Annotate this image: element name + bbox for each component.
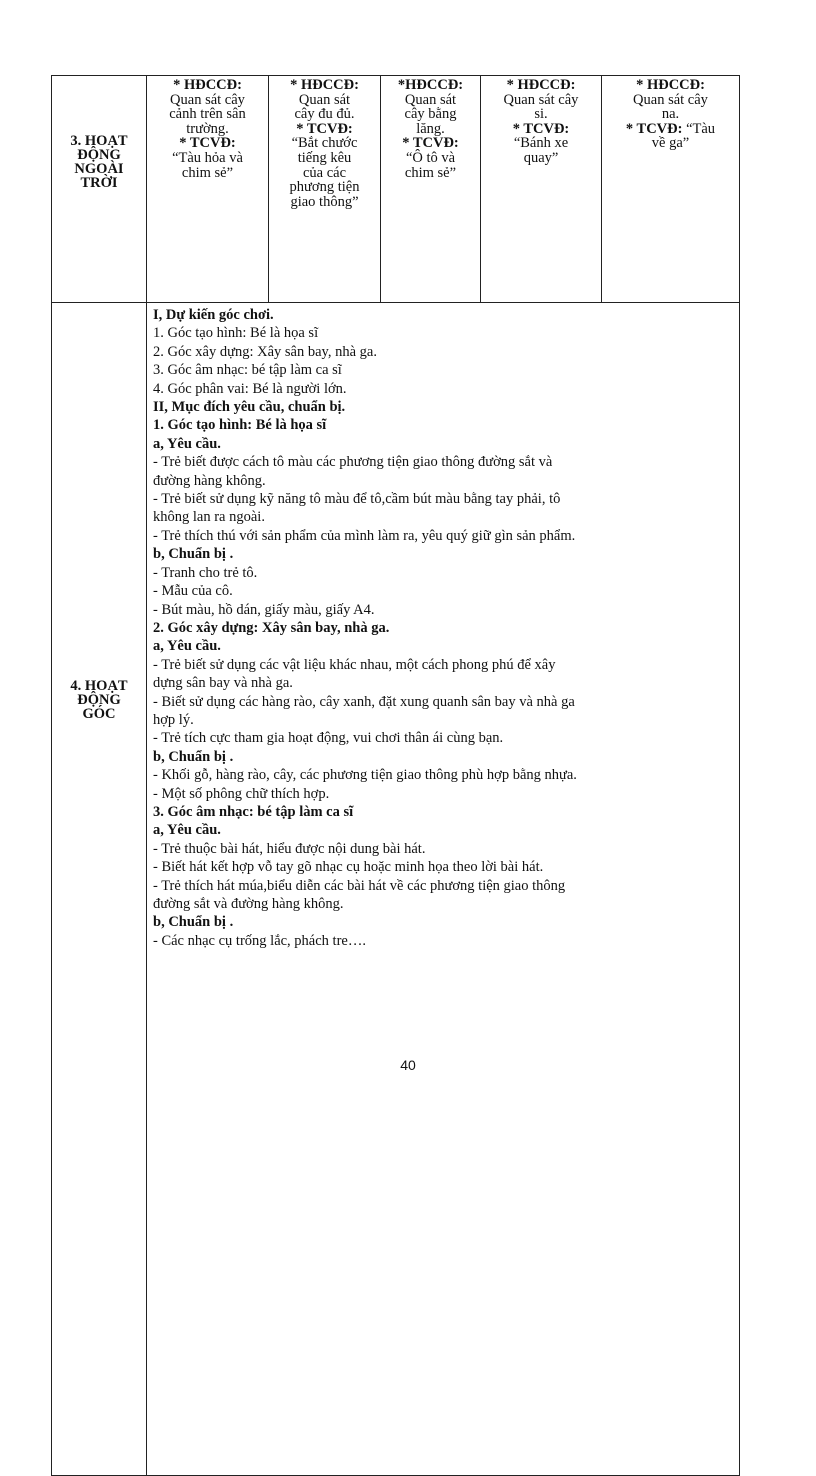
content-line: không lan ra ngoài. <box>153 509 265 526</box>
content-line: - Một số phông chữ thích hợp. <box>153 785 330 802</box>
content-line: - Trẻ thuộc bài hát, hiểu được nội dung bài hát. <box>153 840 426 857</box>
content-line: dựng sân bay và nhà ga. <box>153 675 293 692</box>
content-line: hợp lý. <box>153 711 194 728</box>
content-line: I, Dự kiến góc chơi. <box>153 307 274 323</box>
schedule-table <box>51 75 740 1476</box>
content-line: 1. Góc tạo hình: Bé là họa sĩ <box>153 325 319 342</box>
content-line: - Tranh cho trẻ tô. <box>153 564 258 581</box>
content-line: 4. Góc phân vai: Bé là người lớn. <box>153 380 347 397</box>
day-cell-4: * HĐCCĐ: Quan sát cây si. * TCVĐ: “Bánh xe quay” <box>481 76 602 303</box>
content-line: 2. Góc xây dựng: Xây sân bay, nhà ga. <box>153 343 377 360</box>
content-line: II, Mục đích yêu cầu, chuẩn bị. <box>153 399 346 416</box>
content-line: - Biết sử dụng các hàng rào, cây xanh, đặt xung quanh sân bay và nhà ga <box>153 693 575 710</box>
content-line: - Trẻ biết được cách tô màu các phương tiện giao thông đường sắt và <box>153 454 553 471</box>
content-line: a, Yêu cầu. <box>153 435 221 452</box>
content-lines <box>153 306 733 950</box>
content-line: đường hàng không. <box>153 472 266 489</box>
content-line: - Trẻ biết sử dụng các vật liệu khác nhau, một cách phong phú để xây <box>153 656 556 673</box>
content-line: b, Chuẩn bị . <box>153 914 234 931</box>
day-cell-3: *HĐCCĐ: Quan sát cây bằng lăng. * TCVĐ: “Ô tô và chim sẻ” <box>381 76 481 303</box>
outdoor-activity-label: 3. HOẠT ĐỘNG NGOÀI TRỜI <box>52 76 147 303</box>
page-number: 40 <box>400 1057 416 1073</box>
content-line: a, Yêu cầu. <box>153 822 221 839</box>
content-line: đường sắt và đường hàng không. <box>153 896 344 912</box>
content-line: - Trẻ thích thú với sản phẩm của mình làm ra, yêu quý giữ gìn sản phẩm. <box>153 527 576 544</box>
content-line: - Khối gỗ, hàng rào, cây, các phương tiện giao thông phù hợp bằng nhựa. <box>153 767 577 784</box>
content-line: - Mẫu của cô. <box>153 583 233 600</box>
content-line: - Các nhạc cụ trống lắc, phách tre…. <box>153 932 366 949</box>
day-cell-2: * HĐCCĐ: Quan sát cây đu đủ. * TCVĐ: “Bắt chước tiếng kêu của các phương tiện giao thông” <box>269 76 381 303</box>
row-corner-activity <box>52 303 740 1476</box>
content-line: - Trẻ biết sử dụng kỹ năng tô màu để tô,cầm bút màu bằng tay phải, tô <box>153 491 561 508</box>
day-cell-5: * HĐCCĐ: Quan sát cây na. * TCVĐ: “Tàu về ga” <box>602 76 740 303</box>
content-line: - Bút màu, hồ dán, giấy màu, giấy A4. <box>153 601 375 618</box>
content-line: 2. Góc xây dựng: Xây sân bay, nhà ga. <box>153 619 390 636</box>
content-line: - Trẻ thích hát múa,biểu diễn các bài hát về các phương tiện giao thông <box>153 877 566 894</box>
row-outdoor-activity <box>52 76 740 303</box>
content-line: b, Chuẩn bị . <box>153 546 234 563</box>
content-line: 3. Góc âm nhạc: bé tập làm ca sĩ <box>153 803 354 820</box>
day-cell-1: * HĐCCĐ: Quan sát cây cảnh trên sân trường. * TCVĐ: “Tàu hỏa và chim sẻ” <box>147 76 269 303</box>
content-line: a, Yêu cầu. <box>153 638 221 655</box>
content-line: 1. Góc tạo hình: Bé là họa sĩ <box>153 417 327 434</box>
corner-activity-content <box>147 303 740 1476</box>
content-line: b, Chuẩn bị . <box>153 748 234 765</box>
content-line: - Trẻ tích cực tham gia hoạt động, vui chơi thân ái cùng bạn. <box>153 730 504 747</box>
content-line: - Biết hát kết hợp vỗ tay gõ nhạc cụ hoặc minh họa theo lời bài hát. <box>153 859 544 876</box>
corner-activity-label: 4. HOẠT ĐỘNG GÓC <box>52 303 147 1476</box>
content-line: 3. Góc âm nhạc: bé tập làm ca sĩ <box>153 362 342 379</box>
